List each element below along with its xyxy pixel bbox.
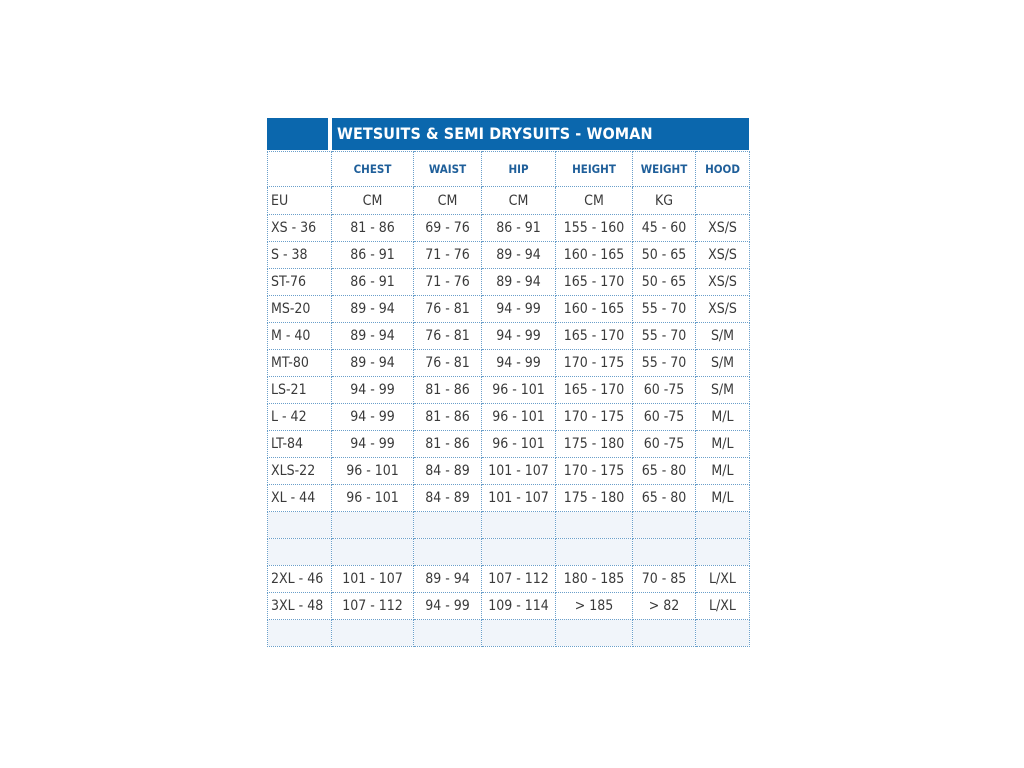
table-cell: 155 - 160 bbox=[556, 215, 633, 242]
table-cell: 107 - 112 bbox=[332, 593, 414, 620]
title-row bbox=[267, 118, 749, 150]
table-cell bbox=[482, 539, 556, 566]
table-cell: 101 - 107 bbox=[482, 485, 556, 512]
table-cell bbox=[556, 512, 633, 539]
unit-cell bbox=[696, 187, 750, 215]
size-label-cell: LT-84 bbox=[268, 431, 332, 458]
table-cell: XS/S bbox=[696, 269, 750, 296]
table-cell: 55 - 70 bbox=[633, 296, 696, 323]
table-cell: 45 - 60 bbox=[633, 215, 696, 242]
size-label-cell: LS-21 bbox=[268, 377, 332, 404]
table-row bbox=[268, 566, 750, 593]
table-cell: 84 - 89 bbox=[414, 485, 482, 512]
table-cell: XS/S bbox=[696, 215, 750, 242]
table-cell: 94 - 99 bbox=[332, 431, 414, 458]
table-cell: 165 - 170 bbox=[556, 269, 633, 296]
table-cell: 71 - 76 bbox=[414, 242, 482, 269]
table-row bbox=[268, 431, 750, 458]
column-header bbox=[268, 152, 332, 187]
table-cell: 175 - 180 bbox=[556, 485, 633, 512]
table-cell: 89 - 94 bbox=[332, 350, 414, 377]
table-cell bbox=[414, 539, 482, 566]
table-row bbox=[268, 242, 750, 269]
table-cell: > 82 bbox=[633, 593, 696, 620]
column-header-waist: WAIST bbox=[414, 152, 482, 187]
table-row bbox=[268, 296, 750, 323]
table-cell: 101 - 107 bbox=[482, 458, 556, 485]
table-cell: 76 - 81 bbox=[414, 296, 482, 323]
size-label-cell bbox=[268, 620, 332, 647]
table-cell: 109 - 114 bbox=[482, 593, 556, 620]
table-cell bbox=[633, 512, 696, 539]
table-cell: 96 - 101 bbox=[482, 404, 556, 431]
unit-row bbox=[268, 187, 750, 215]
table-cell: 165 - 170 bbox=[556, 377, 633, 404]
table-row bbox=[268, 215, 750, 242]
table-cell: XS/S bbox=[696, 296, 750, 323]
size-table bbox=[267, 151, 750, 647]
table-row bbox=[268, 269, 750, 296]
table-cell: 81 - 86 bbox=[332, 215, 414, 242]
size-label-cell: XLS-22 bbox=[268, 458, 332, 485]
unit-cell: CM bbox=[332, 187, 414, 215]
table-cell: 170 - 175 bbox=[556, 404, 633, 431]
table-cell bbox=[332, 539, 414, 566]
table-cell: 50 - 65 bbox=[633, 269, 696, 296]
table-cell: 107 - 112 bbox=[482, 566, 556, 593]
table-cell: 70 - 85 bbox=[633, 566, 696, 593]
table-cell: S/M bbox=[696, 377, 750, 404]
table-cell: 94 - 99 bbox=[332, 377, 414, 404]
table-cell bbox=[696, 539, 750, 566]
table-cell: 86 - 91 bbox=[482, 215, 556, 242]
size-label-cell: ST-76 bbox=[268, 269, 332, 296]
table-cell: 86 - 91 bbox=[332, 242, 414, 269]
size-label-cell: 3XL - 48 bbox=[268, 593, 332, 620]
table-cell: M/L bbox=[696, 404, 750, 431]
table-row bbox=[268, 593, 750, 620]
table-cell: > 185 bbox=[556, 593, 633, 620]
table-cell: 160 - 165 bbox=[556, 242, 633, 269]
unit-cell-size-system: EU bbox=[268, 187, 332, 215]
table-cell bbox=[556, 620, 633, 647]
table-cell bbox=[556, 539, 633, 566]
table-cell: 60 -75 bbox=[633, 404, 696, 431]
table-cell: 55 - 70 bbox=[633, 323, 696, 350]
table-cell bbox=[414, 620, 482, 647]
table-cell: 94 - 99 bbox=[482, 323, 556, 350]
size-label-cell: S - 38 bbox=[268, 242, 332, 269]
table-cell: 89 - 94 bbox=[332, 323, 414, 350]
table-cell: L/XL bbox=[696, 593, 750, 620]
table-cell: 60 -75 bbox=[633, 431, 696, 458]
table-cell: 165 - 170 bbox=[556, 323, 633, 350]
table-cell bbox=[332, 620, 414, 647]
table-cell: 81 - 86 bbox=[414, 404, 482, 431]
table-cell: 71 - 76 bbox=[414, 269, 482, 296]
size-label-cell: MS-20 bbox=[268, 296, 332, 323]
size-label-cell bbox=[268, 539, 332, 566]
table-cell: 81 - 86 bbox=[414, 431, 482, 458]
table-cell: 180 - 185 bbox=[556, 566, 633, 593]
size-label-cell: XL - 44 bbox=[268, 485, 332, 512]
table-cell: 96 - 101 bbox=[332, 458, 414, 485]
table-cell: L/XL bbox=[696, 566, 750, 593]
empty-row bbox=[268, 620, 750, 647]
table-cell: 86 - 91 bbox=[332, 269, 414, 296]
column-header-chest: CHEST bbox=[332, 152, 414, 187]
table-cell bbox=[696, 512, 750, 539]
unit-cell: CM bbox=[556, 187, 633, 215]
table-row bbox=[268, 323, 750, 350]
column-header-hood: HOOD bbox=[696, 152, 750, 187]
size-label-cell: XS - 36 bbox=[268, 215, 332, 242]
size-label-cell: MT-80 bbox=[268, 350, 332, 377]
unit-cell: CM bbox=[482, 187, 556, 215]
table-cell: 170 - 175 bbox=[556, 458, 633, 485]
size-label-cell bbox=[268, 512, 332, 539]
table-cell: 96 - 101 bbox=[482, 377, 556, 404]
table-cell: 69 - 76 bbox=[414, 215, 482, 242]
table-cell: 101 - 107 bbox=[332, 566, 414, 593]
column-header-height: HEIGHT bbox=[556, 152, 633, 187]
table-row bbox=[268, 377, 750, 404]
table-cell: 84 - 89 bbox=[414, 458, 482, 485]
table-cell: XS/S bbox=[696, 242, 750, 269]
table-cell: 175 - 180 bbox=[556, 431, 633, 458]
table-cell: 50 - 65 bbox=[633, 242, 696, 269]
table-cell: 76 - 81 bbox=[414, 350, 482, 377]
table-cell bbox=[633, 539, 696, 566]
table-cell bbox=[633, 620, 696, 647]
table-cell: 160 - 165 bbox=[556, 296, 633, 323]
table-cell: S/M bbox=[696, 323, 750, 350]
unit-cell: CM bbox=[414, 187, 482, 215]
table-cell: 94 - 99 bbox=[332, 404, 414, 431]
table-cell: 65 - 80 bbox=[633, 485, 696, 512]
title-corner-block bbox=[267, 118, 328, 150]
size-label-cell: L - 42 bbox=[268, 404, 332, 431]
table-cell bbox=[332, 512, 414, 539]
table-cell: 89 - 94 bbox=[414, 566, 482, 593]
table-cell: M/L bbox=[696, 458, 750, 485]
table-cell bbox=[414, 512, 482, 539]
table-row bbox=[268, 458, 750, 485]
table-cell: 89 - 94 bbox=[482, 242, 556, 269]
table-cell: 94 - 99 bbox=[414, 593, 482, 620]
table-cell: M/L bbox=[696, 431, 750, 458]
table-cell: 96 - 101 bbox=[482, 431, 556, 458]
table-row bbox=[268, 485, 750, 512]
table-cell: 60 -75 bbox=[633, 377, 696, 404]
table-cell bbox=[482, 620, 556, 647]
column-header-hip: HIP bbox=[482, 152, 556, 187]
column-header-row bbox=[268, 152, 750, 187]
table-cell: 65 - 80 bbox=[633, 458, 696, 485]
table-cell: 94 - 99 bbox=[482, 350, 556, 377]
empty-row bbox=[268, 512, 750, 539]
column-header-weight: WEIGHT bbox=[633, 152, 696, 187]
table-cell: 170 - 175 bbox=[556, 350, 633, 377]
size-label-cell: 2XL - 46 bbox=[268, 566, 332, 593]
table-row bbox=[268, 404, 750, 431]
chart-title: WETSUITS & SEMI DRYSUITS - WOMAN bbox=[332, 118, 749, 150]
table-cell bbox=[482, 512, 556, 539]
size-label-cell: M - 40 bbox=[268, 323, 332, 350]
table-cell: S/M bbox=[696, 350, 750, 377]
table-cell: 89 - 94 bbox=[332, 296, 414, 323]
table-cell: M/L bbox=[696, 485, 750, 512]
unit-cell: KG bbox=[633, 187, 696, 215]
size-chart bbox=[267, 118, 749, 647]
empty-row bbox=[268, 539, 750, 566]
table-cell bbox=[696, 620, 750, 647]
table-row bbox=[268, 350, 750, 377]
table-cell: 81 - 86 bbox=[414, 377, 482, 404]
table-cell: 55 - 70 bbox=[633, 350, 696, 377]
table-cell: 94 - 99 bbox=[482, 296, 556, 323]
table-cell: 89 - 94 bbox=[482, 269, 556, 296]
table-cell: 96 - 101 bbox=[332, 485, 414, 512]
table-cell: 76 - 81 bbox=[414, 323, 482, 350]
